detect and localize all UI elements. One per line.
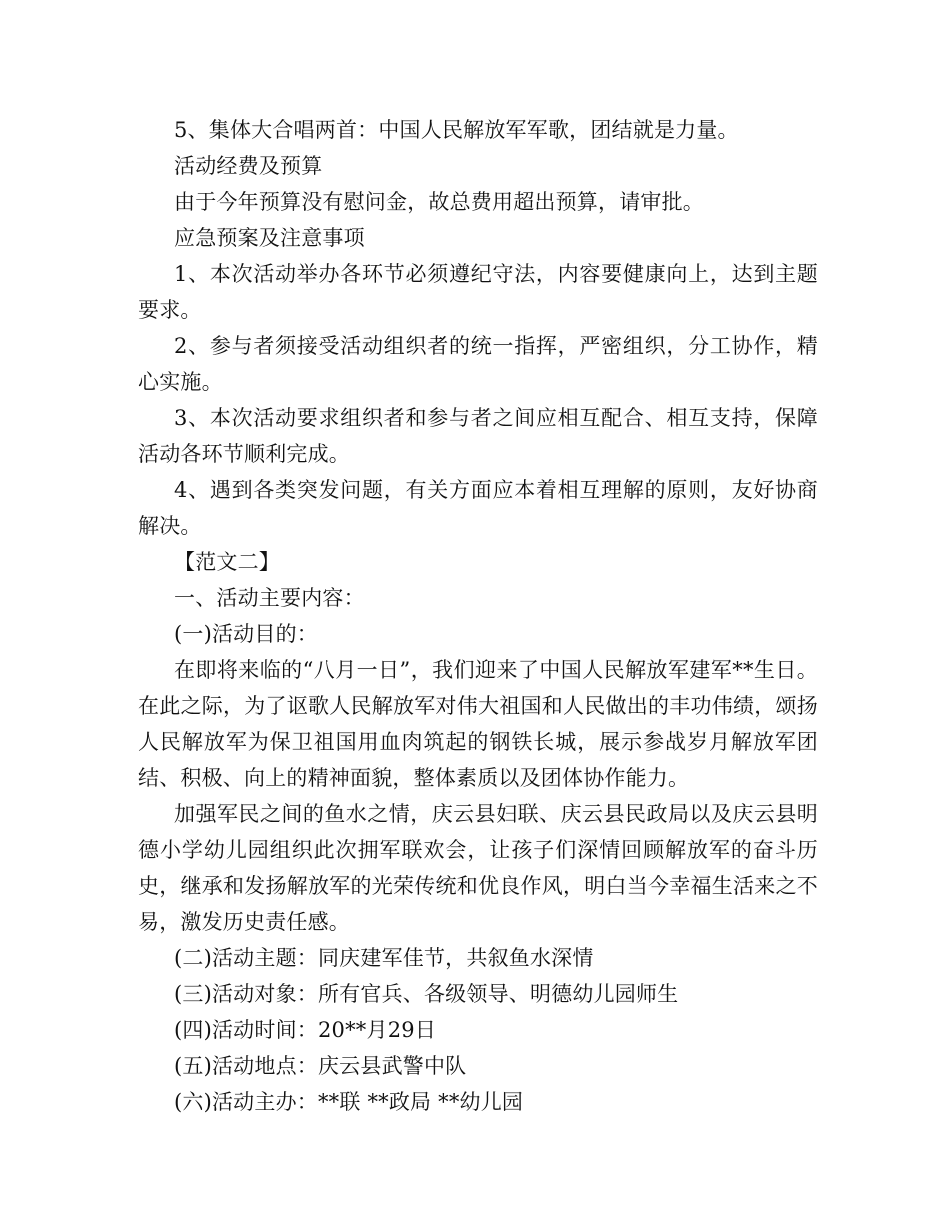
item-activity-location: (五)活动地点：庆云县武警中队 <box>174 1054 467 1078</box>
heading-budget: 活动经费及预算 <box>174 154 323 178</box>
paragraph-military-civilian: 加强军民之间的鱼水之情，庆云县妇联、庆云县民政局以及庆云县明德小学幼儿园组织此次拥军联欢会，让孩子们深情回顾解放军的奋斗历史，继承和发扬解放军的光荣传统和优良作风，明白当今幸福生活来之不易，激发历史责任感。 <box>138 802 818 934</box>
paragraph-chorus-item: 5、集体大合唱两首：中国人民解放军军歌，团结就是力量。 <box>174 118 739 142</box>
heading-emergency-plan: 应急预案及注意事项 <box>174 226 365 250</box>
paragraph-budget: 由于今年预算没有慰问金，故总费用超出预算，请审批。 <box>174 190 704 214</box>
paragraph-rule-2: 2、参与者须接受活动组织者的统一指挥，严密组织，分工协作，精心实施。 <box>138 334 818 394</box>
item-activity-theme: (二)活动主题：同庆建军佳节，共叙鱼水深情 <box>174 946 594 970</box>
paragraph-purpose: 在即将来临的“八月一日”，我们迎来了中国人民解放军建军**生日。在此之际，为了讴歌人民解放军对伟大祖国和人民做出的丰功伟绩，颂扬人民解放军为保卫祖国用血肉筑起的钢铁长城，展示参战岁月解放军团结、积极、向上的精神面貌，整体素质以及团体协作能力。 <box>138 658 818 790</box>
item-activity-time: (四)活动时间：20**月29日 <box>174 1018 437 1042</box>
paragraph-rule-3: 3、本次活动要求组织者和参与者之间应相互配合、相互支持，保障活动各环节顺利完成。 <box>138 406 818 466</box>
item-activity-audience: (三)活动对象：所有官兵、各级领导、明德幼儿园师生 <box>174 982 679 1006</box>
paragraph-rule-1: 1、本次活动举办各环节必须遵纪守法，内容要健康向上，达到主题要求。 <box>138 262 818 322</box>
document-body <box>138 112 818 1120</box>
heading-main-content: 一、活动主要内容： <box>174 586 365 610</box>
item-activity-organizer: (六)活动主办：**联 **政局 **幼儿园 <box>174 1090 524 1114</box>
heading-activity-purpose: (一)活动目的： <box>174 622 318 646</box>
section-heading-sample-two: 【范文二】 <box>174 550 280 574</box>
paragraph-rule-4: 4、遇到各类突发问题，有关方面应本着相互理解的原则，友好协商解决。 <box>138 478 818 538</box>
